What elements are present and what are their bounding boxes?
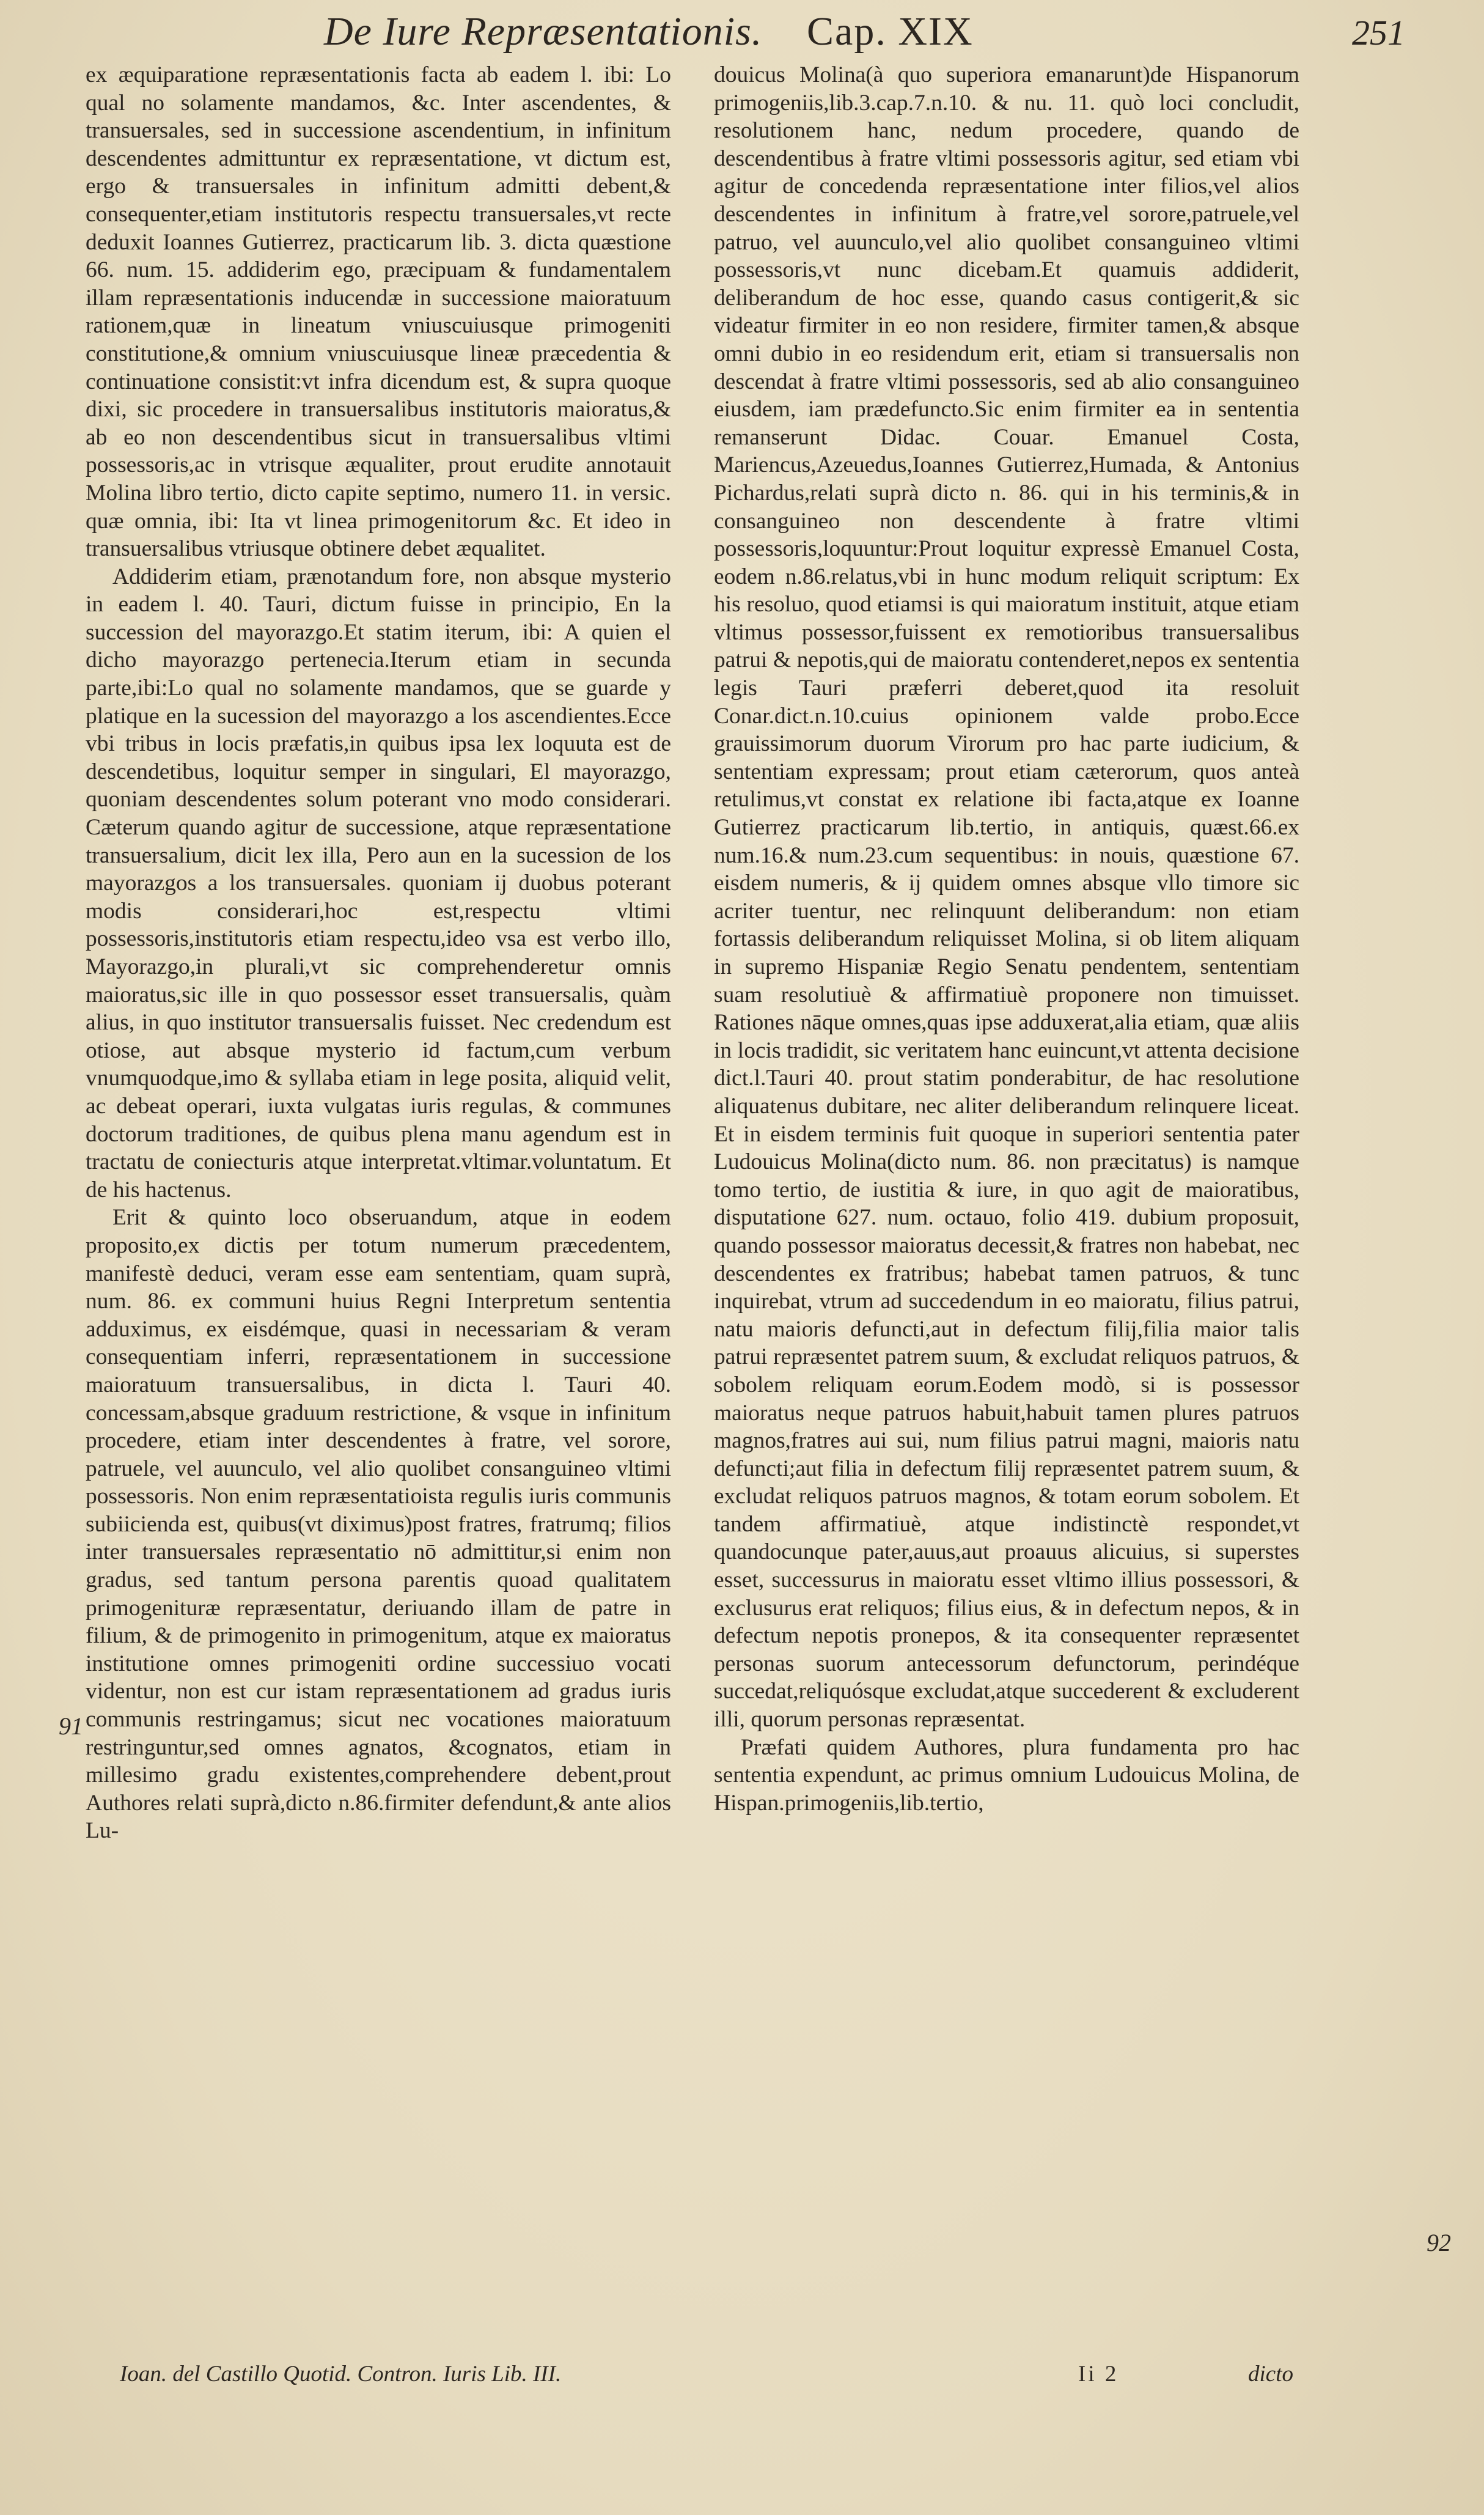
chapter-label: Cap. XIX	[807, 9, 974, 54]
paragraph: ex æquiparatione repræsentationis facta ab eadem l. ibi: Lo qual no solamente mandamos, &c. Inter ascendentes, & transuersales, sed in successione ascendentium, in infinitum descendentes admittuntur ex repræsentatione, vt dictum est, ergo & transuersales in infinitum admitti debent,& consequenter,etiam institutoris respectu transuersales,vt recte deduxit Ioannes Gutierrez, practicarum lib. 3. dicta quæstione 66. num. 15. addiderim ego, præcipuam & fundamentalem illam repræsentationis inducendæ in successione maioratuum rationem,quæ in lineatum vniuscuiusque primogeniti constitutione,& omnium vniuscuiusque lineæ præcedentia & continuatione consistit:vt infra dicendum est, & supra quoque dixi, sic procedere in transuersalibus institutoris maioratus,& ab eo non descendentibus sicut in transuersalibus vltimi possessoris,ac in vtrisque æqualiter, prout erudite annotauit Molina libro tertio, dicto capite septimo, numero 11. in versic. quæ omnia, ibi: Ita vt linea primogenitorum &c. Et ideo in transuersalibus vtriusque obtinere debet æqualitet.	[86, 62, 671, 562]
paragraph: douicus Molina(à quo superiora emanarunt)de Hispanorum primogeniis,lib.3.cap.7.n.10. & nu. 11. quò loci concludit, resolutionem hanc, nedum procedere, quando de descendentibus à fratre vltimi possessoris agitur, sed etiam vbi agitur de concedenda repræsentatione inter filios,vel alios descendentes in infinitum à fratre,vel sorore,patruele,vel patruo, vel auunculo,vel alio quolibet consanguineo vltimi possessoris,vt nunc dicebam.Et quamuis addiderit, deliberandum de hoc esse, quando casus contigerit,& sic videatur firmiter in eo non residere, firmiter tamen,& absque omni dubio in eo residendum erit, etiam si transuersalis non descendat à fratre vltimi possessoris, sed ab alio consanguineo eiusdem, iam prædefuncto.Sic enim firmiter ea in sententia remanserunt Didac. Couar. Emanuel Costa, Mariencus,Azeuedus,Ioannes Gutierrez,Humada, & Antonius Pichardus,relati suprà dicto n. 86. qui in his terminis,& in consanguineo non descendente à fratre vltimi possessoris,loquuntur:Prout loquitur expressè Emanuel Costa, eodem n.86.relatus,vbi in hunc modum reliquit scriptum: Ex his resoluo, quod etiamsi is qui maioratum instituit, atque etiam vltimus possessor,fuissent ex remotioribus transuersalibus patrui & nepotis,qui de maioratu contenderet,nepos ex sententia legis Tauri præferri deberet,quod ita resoluit Conar.dict.n.10.cuius opinionem valde probo.Ecce grauissimorum duorum Virorum pro hac parte iudicium, & sententiam expressam; prout etiam cæterorum, quos anteà retulimus,vt constat ex relatione ibi facta,atque ex Ioanne Gutierrez practicarum lib.tertio, in antiquis, quæst.66.ex num.16.& num.23.cum sequentibus: in nouis, quæstione 67. eisdem numeris, & ij quidem omnes absque vllo timore sic acriter tuentur, nec relinquunt deliberandum: non etiam fortassis deliberandum reliquisset Molina, si ob litem aliquam in supremo Hispaniæ Regio Senatu pendentem, sententiam suam resolutiuè & affirmatiuè proponere non timuisset. Rationes nāque omnes,quas ipse adduxerat,alia etiam, quæ aliis in locis tradidit, sic veritatem hanc euincunt,vt attenta decisione dict.l.Tauri 40. prout statim ponderabitur, de hac resolutione aliquatenus dubitare, nec aliter deliberandum relinquere liceat. Et in eisdem terminis fuit quoque in superiori sententia pater Ludouicus Molina(dicto num. 86. non præcitatus) is namque tomo tertio, de iustitia & iure, in quo agit de maioratibus, disputatione 627. num. octauo, folio 419. dubium proposuit, quando possessor maioratus decessit,& fratres non habebat, nec descendentes ex fratribus; habebat tamen patruos, & tunc inquirebat, vtrum ad succedendum in eo maioratu, filius patrui, natu maioris defuncti,aut in defectum filij,filia maior talis patrui repræsentet patrem suum, & excludat reliquos patruos, & sobolem reliquam eorum.Eodem modò, si is possessor maioratus neque patruos habuit,habuit tamen plures patruos magnos,fratres aui sui, num filius patrui magni, maioris natu defuncti;aut filia in defectum filij repræsentet patrem suum, & excludat reliquos patruos magnos, & totam eorum sobolem. Et tandem affirmatiuè, atque indistinctè respondet,vt quandocunque pater,auus,aut proauus alicuius, si superstes esset, successurus in maioratu esset vltimo illius possessori, & exclusurus erat reliquos; filius eius, & in defectum nepos, & in defectum nepotis pronepos, & ita consequenter repræsentet personas suorum antecessorum defunctorum, perindéque succedat,reliquósque excludat,atque succederent & excluderent illi, quorum personas repræsentat.	[714, 62, 1299, 1733]
running-head	[0, 9, 1484, 61]
margin-number-left: 91	[59, 1712, 83, 1740]
right-column	[714, 61, 1299, 2360]
signature-mark: Ii 2	[1078, 2362, 1119, 2387]
paragraph: Præfati quidem Authores, plura fundamenta pro hac sententia expendunt, ac primus omnium Ludouicus Molina, de Hispan.primogeniis,lib.tertio,	[714, 1734, 1299, 1816]
paragraph: Addiderim etiam, prænotandum fore, non absque mysterio in eadem l. 40. Tauri, dictum fuisse in principio, En la succession del mayorazgo.Et statim iterum, ibi: A quien el dicho mayorazgo pertenecia.Iterum etiam in secunda parte,ibi:Lo qual no solamente mandamos, que se guarde y platique en la sucession del mayorazgo a los ascendientes.Ecce vbi tribus in locis præfatis,in quibus ipsa lex loquuta est de descendetibus, loquitur semper in singulari, El mayorazgo, quoniam descendentes solum poterant vno modo considerari. Cæterum quando agitur de successione, atque repræsentatione transuersalium, dicit lex illa, Pero aun en la sucession de los mayorazgos a los transuersales. quoniam ij duobus poterant modis considerari,hoc est,respectu vltimi possessoris,institutoris etiam respectu,ideo vsa est verbo illo, Mayorazgo,in plurali,vt sic comprehenderetur omnis maioratus,sic ille in quo possessor esset transuersalis, quàm alius, in quo institutor transuersalis fuisset. Nec credendum est otiose, aut absque mysterio id factum,cum verbum vnumquodque,imo & syllaba etiam in lege posita, aliquid velit, ac debeat operari, iuxta vulgatas iuris regulas, & communes doctorum traditiones, de quibus plena manu agendum est in tractatu de coniecturis atque interpretat.vltimar.voluntatum. Et de his hactenus.	[86, 564, 671, 1202]
footer-running-title: Ioan. del Castillo Quotid. Contron. Iuris Lib. III.	[120, 2362, 562, 2387]
margin-number-right: 92	[1427, 2229, 1451, 2256]
left-column	[86, 61, 671, 2360]
page-number: 251	[1352, 13, 1405, 53]
paragraph: Erit & quinto loco obseruandum, atque in eodem proposito,ex dictis per totum numerum præcedentem, manifestè deduci, veram esse eam sententiam, quam suprà, num. 86. ex communi huius Regni Interpretum sententia adduximus, ex eisdémque, quasi in necessariam & veram consequentiam inferri, repræsentationem in successione maioratuum transuersalibus, in dicta l. Tauri 40. concessam,absque graduum restrictione, & vsque in infinitum procedere, etiam inter descendentes à fratre, vel sorore, patruele, vel auunculo, vel alio quolibet consanguineo vltimi possessoris. Non enim repræsentatioista regulis iuris communis subiicienda est, quibus(vt diximus)post fratres, fratrumq; filios inter transuersales repræsentatio nō admittitur,si enim non gradus, sed tantum persona parentis quoad qualitatem primogenituræ repræsentatur, deriuando illam de patre in filium, & de primogenito in primogenitum, atque ex maioratus institutione omnes primogeniti ordine successiuo vocati videntur, non est cur istam repræsentationem ad gradus iuris communis restringamus; sicut nec vocationes maioratuum restringuntur,sed omnes agnatos, &cognatos, etiam in millesimo gradu existentes,comprehendere debent,prout Authores relati suprà,dicto n.86.firmiter defendunt,& ante alios Lu-	[86, 1205, 671, 1844]
catchword: dicto	[1248, 2362, 1293, 2387]
page-title: De Iure Repræsentationis.	[324, 9, 763, 54]
